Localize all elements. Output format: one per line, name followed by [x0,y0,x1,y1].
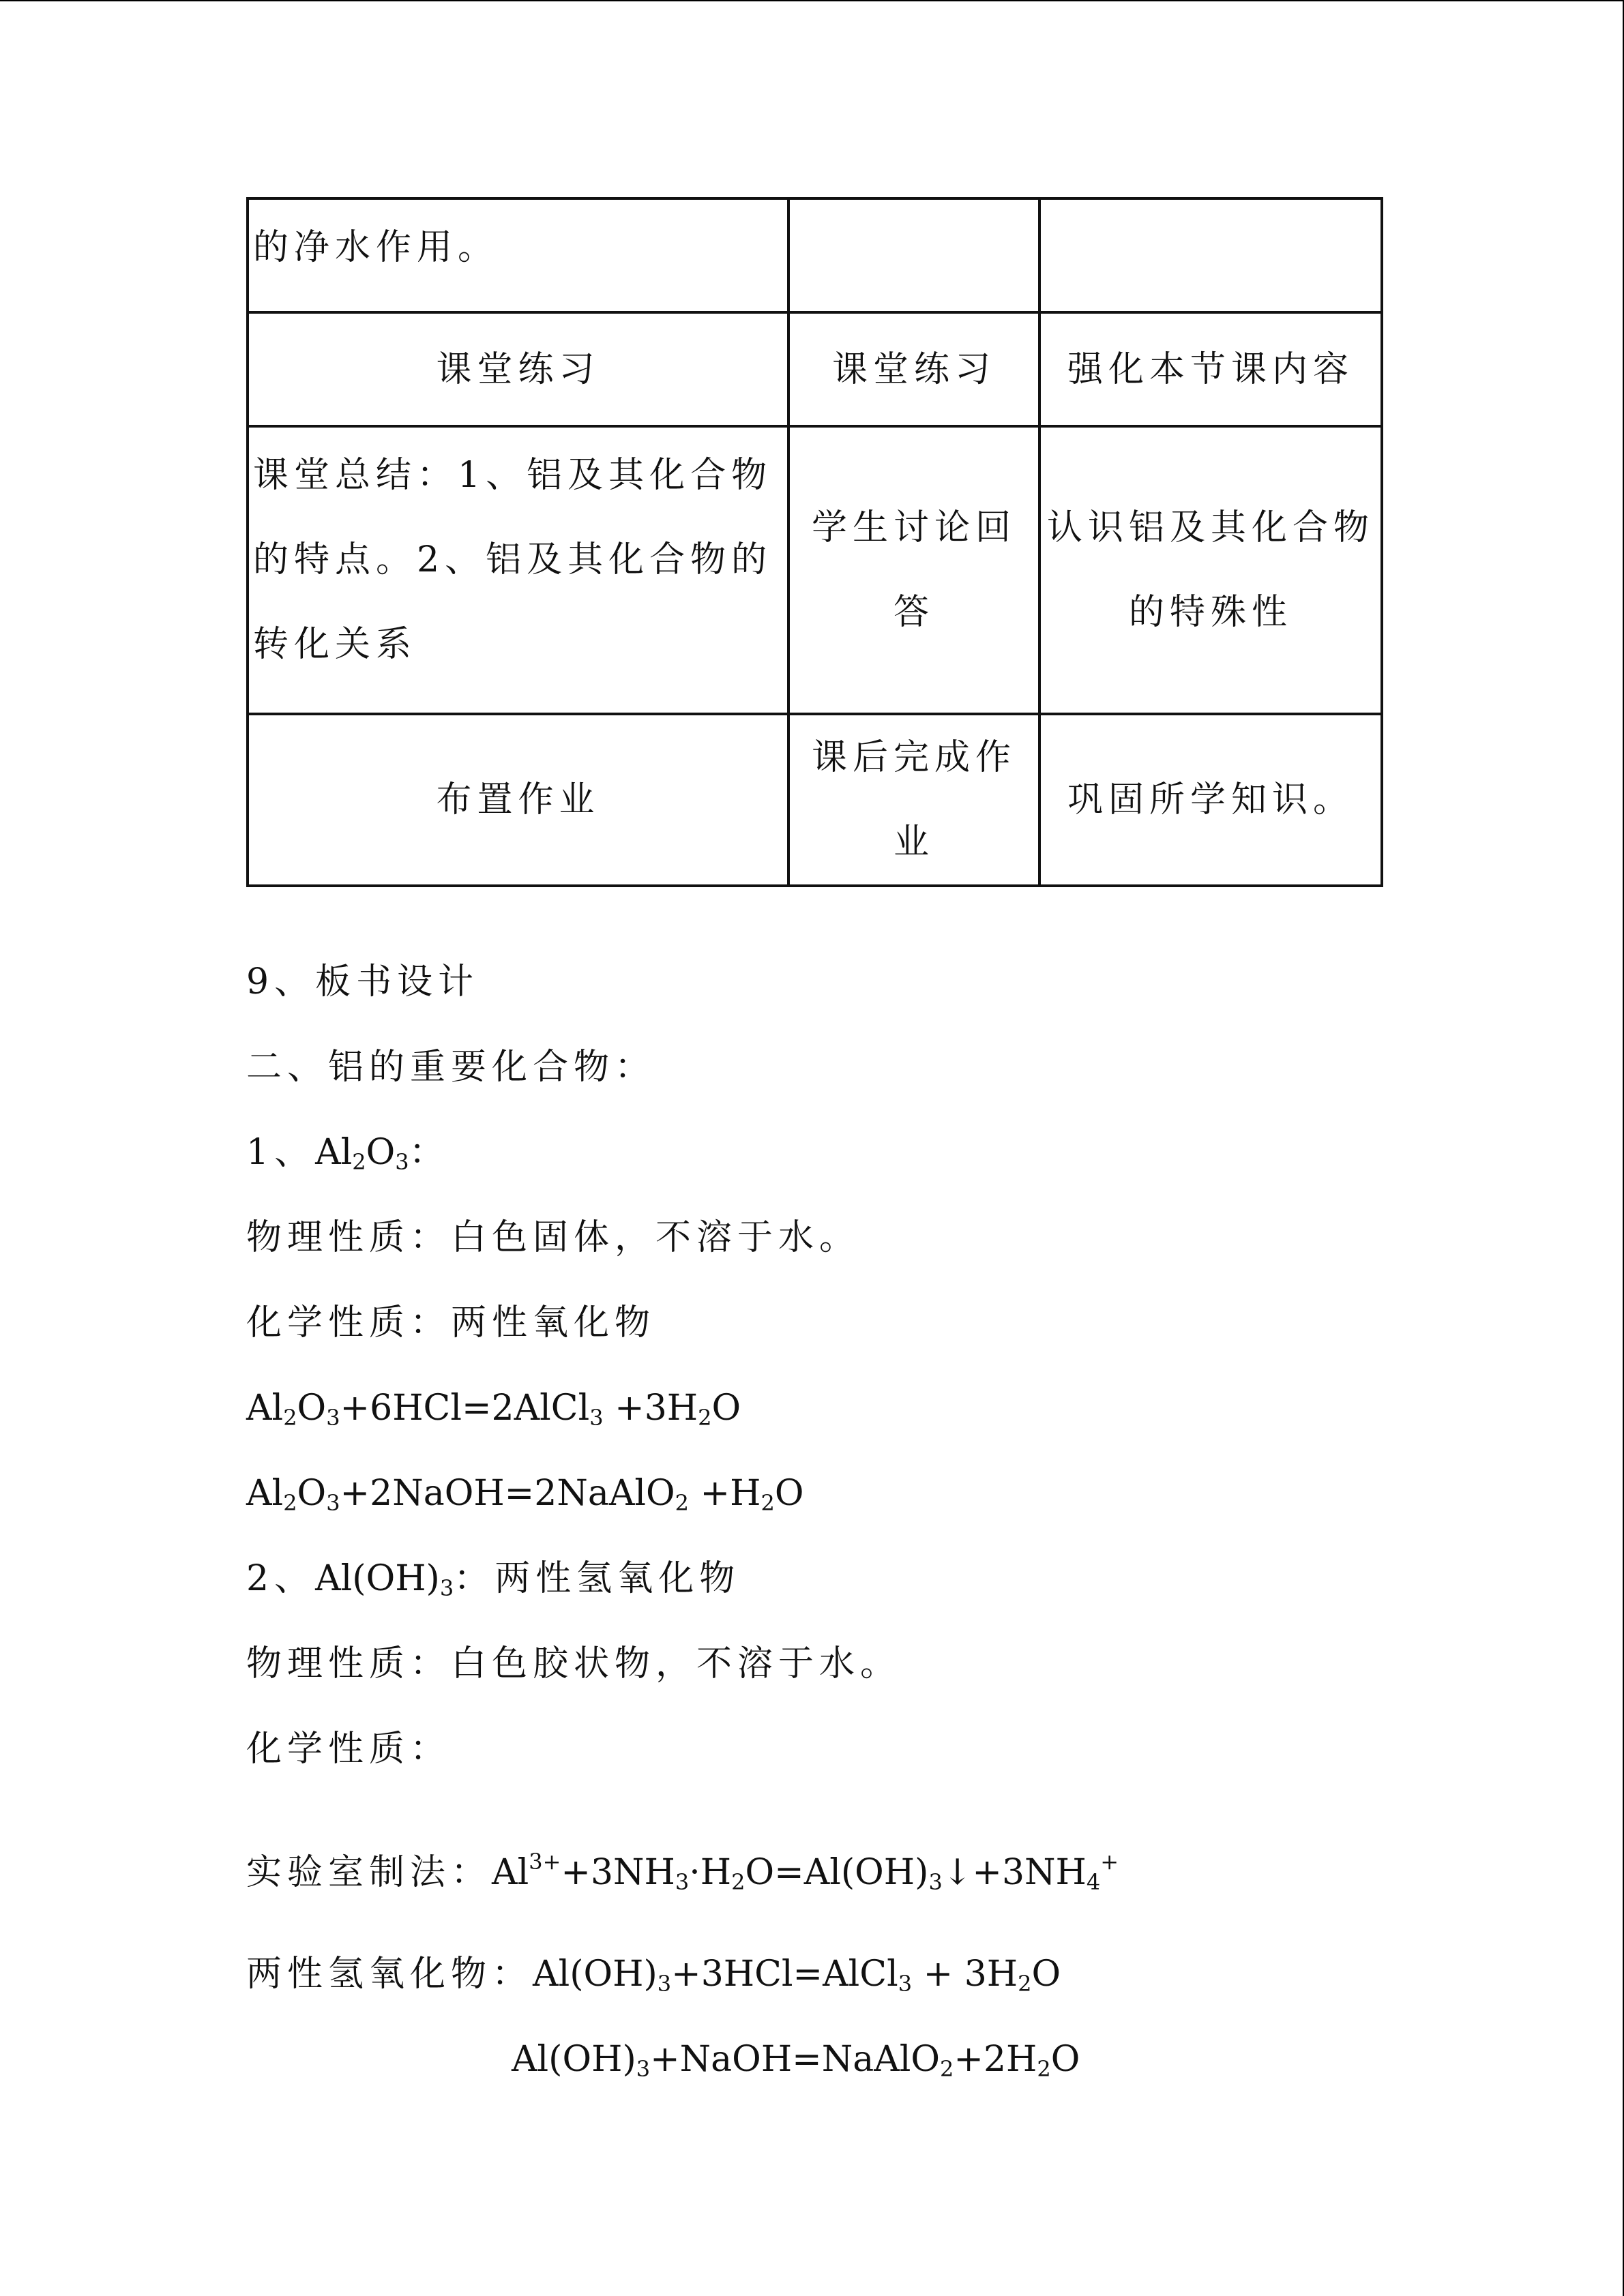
table-cell [1039,198,1382,312]
item-1-title: 1、$Al_2O_3$： [246,1132,450,1175]
page-top-border [0,0,1624,1]
equation-al2o3-naoh: $Al_2O_3+2NaOH=2NaAlO_2 +H_2O$ [246,1473,804,1516]
table-row [248,426,1382,714]
equation-al2o3-hcl: $Al_2O_3+6HCl=2AlCl_3 +3H_2O$ [246,1388,741,1431]
table-cell [788,198,1039,312]
item-2-title: 2、$Al(OH)_3$：两性氢氧化物 [246,1558,741,1601]
table-cell: 课后完成作业 [788,714,1039,886]
table-cell: 的净水作用。 [248,198,788,312]
table-cell: 学生讨论回答 [788,426,1039,714]
table-cell: 强化本节课内容 [1039,312,1382,426]
table-cell: 课堂练习 [788,312,1039,426]
table-cell: 巩固所学知识。 [1039,714,1382,886]
lesson-table [246,197,1383,887]
table-row [248,312,1382,426]
amphoteric-hcl-equation: 两性氢氧化物：$Al(OH)_3+3HCl=AlCl_3 + 3H_2O$ [246,1954,1061,1997]
board-heading: 9、板书设计 [246,961,479,1002]
table-cell: 课堂总结：1、铝及其化合物的特点。2、铝及其化合物的转化关系 [248,426,788,714]
amphoteric-naoh-equation: $Al(OH)_3+NaOH=NaAlO_2+2H_2O$ [512,2039,1080,2082]
physical-property-1: 物理性质：白色固体，不溶于水。 [246,1217,861,1258]
table-row [248,198,1382,312]
physical-property-2: 物理性质：白色胶状物，不溶于水。 [246,1643,902,1684]
table-cell: 课堂练习 [248,312,788,426]
section-title: 二、铝的重要化合物： [246,1047,656,1088]
table-cell: 布置作业 [248,714,788,886]
chemical-property-1: 化学性质：两性氧化物 [246,1302,656,1343]
table-row [248,714,1382,886]
chemical-property-2: 化学性质： [246,1729,452,1770]
table-cell: 认识铝及其化合物的特殊性 [1039,426,1382,714]
lab-preparation-equation: 实验室制法：$Al^{3+}+3NH_3\cdot H_2O=Al(OH)_3↓+3NH_4^+$ [246,1849,1119,1895]
